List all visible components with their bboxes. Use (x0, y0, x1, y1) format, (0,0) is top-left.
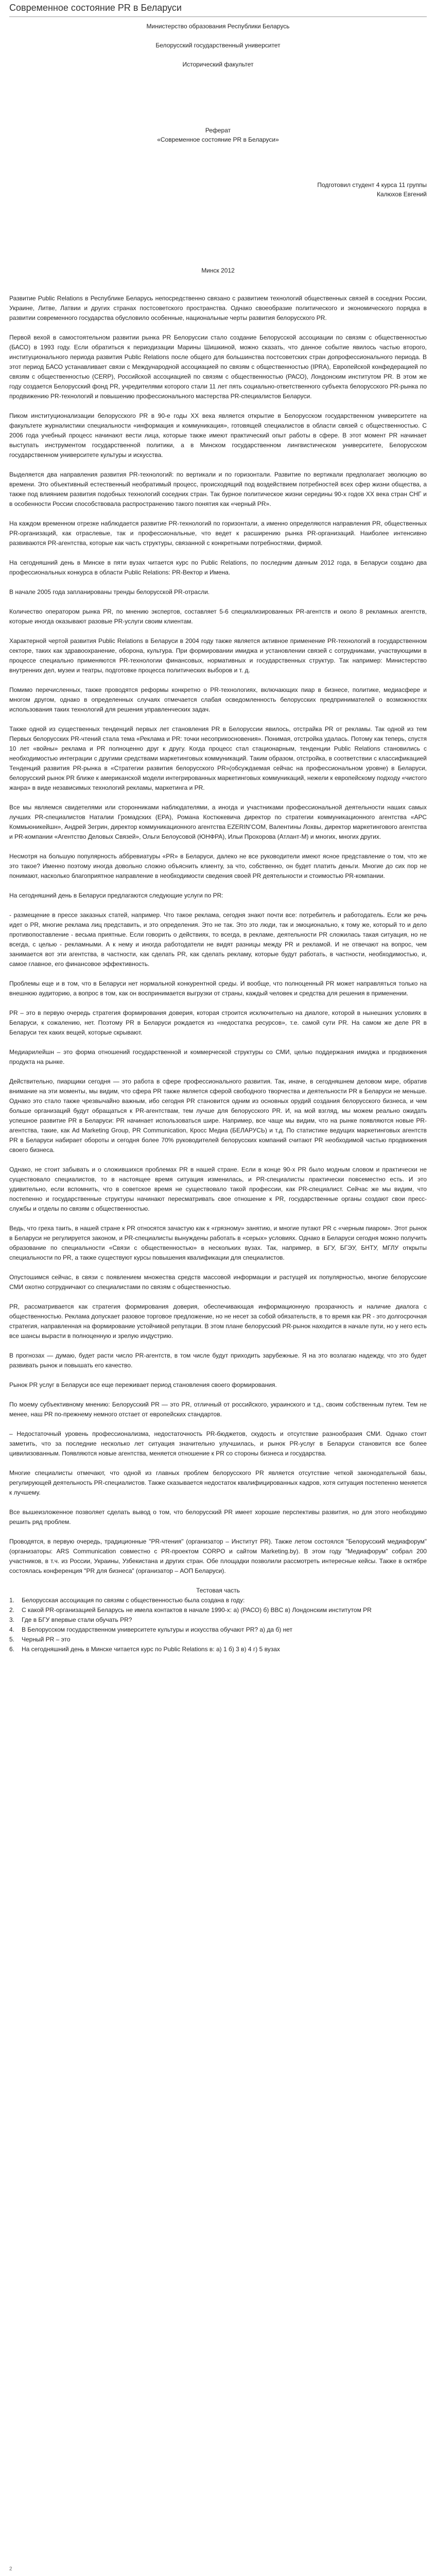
body-paragraph: Также одной из существенных тенденций первых лет становления PR в Белоруссии явилось, отстрайка PR от рекламы. Так одной из тем Первых белорусских PR-чтений стала тема «Реклама и PR: точки несоприкосновения». Понимая, отстройка удалась. Потому как теперь, спустя 10 лет «войны» реклама и PR полноценно друг к другу. Когда процесс стал стационарным, тенденции Public Relations становились с необходимостью интеграции с другими средствами маркетинговых коммуникаций. Таким образом, отстройка, в соответствии с классификацией Тенденций развития PR-рынка в «Стратегии развития белорусского PR»(обсуждаемая сейчас на профессиональном уровне) в Беларуси, белорусский рынок PR ближе к американской модели интегрированных маркетинговых коммуникаций, нежели к европейскому подходу «чистого жанра» в виде независимых технологий рекламы, маркетинга и PR. (9, 725, 427, 791)
body-paragraph: Характерной чертой развития Public Relations в Беларуси в 2004 году также является активное применение PR-технологий в государственном секторе, таких как здравоохранение, оборона, культура. При формировании имиджа и установлении связей с сотрудниками, участвующими в процессе специально применяются PR-технологии финансовых, нормативных и государственных структур. Так например: Министерство внутренних дел, музеи и театры, подготовке процесса политических выборов и т. д. (9, 637, 427, 674)
essay-title: «Современное состояние PR в Беларуси» (157, 136, 279, 143)
test-item-text: С какой PR-организацией Беларусь не имела контактов в начале 1990-х: а) (РАСО) б) BBC в) Лондонским институтом PR (22, 1606, 372, 1614)
body-paragraph: В прогнозах — думаю, будет расти число PR-агентств, в том числе будут приходить зарубежные. Я на это возлагаю надежду, что это будет развивать рынок и повышать его качество. (9, 1352, 427, 1369)
body-paragraph: Многие специалисты отмечают, что одной из главных проблем белорусского PR является отсутствие четкой законодательной базы, регулирующей деятельность PR-специалистов. Также сказывается недостаток квалифицированных кадров, хотя ситуация постепенно меняется к лучшему. (9, 1469, 427, 1496)
body-paragraph: Однако, не стоит забывать и о сложившихся проблемах PR в нашей стране. Если в конце 90-х PR было модным словом и практически не существовало специалистов, то в настоящее время ситуация изменилась, и PR-специалисты практически повсеместно есть. И это удивительно, если вспомнить, что в советское время не существовало такой профессии, как PR-специалист. Сейчас же мы видим, что постепенно и государственные структуры начинают пересматривать свое отношение к PR, государственные органы создают свои пресс-службы и отделы по связям с общественностью. (9, 1166, 427, 1212)
author-line-1: Подготовил студент 4 курса 11 группы (317, 181, 427, 189)
body-paragraph: Проводятся, в первую очередь, традиционные "PR-чтения" (организатор – Институт PR). Также летом состоялся "Белорусский медиафорум" (организаторы: ARS Communication совместно с PR-проектом CORPO и сайтом Marketing.by). В этом году "Медиафорум" собрал 200 участников, в т.ч. из России, Украины, Узбекистана и других стран. Обе площадки позволили рассмотреть интересные кейсы. Также в октябре состоялась конференция "PR для бизнеса" (организатор – АОП Беларуси). (9, 1538, 427, 1574)
body-paragraph: Опустошимся сейчас, в связи с появлением множества средств массовой информации и растущей их популярностью, многие белорусские СМИ охотно сотрудничают со специалистами по связям с общественностью. (9, 1274, 427, 1291)
test-item (9, 1625, 427, 1635)
body-paragraph: - размещение в прессе заказных статей, например. Что такое реклама, сегодня знают почти все: потребитель и работодатель. Если же речь идет о PR, многие реклама лиц представить, и это определения. Это не так. Это это люди, так и эмоционально, к тому же, который то и дело противопоставление - весьма приятные. Если говорить о действиях, то всегда, в рекламе, деятельности PR сложилась такая ситуация, но не всегда, с целью - рекламными. А к нему и иногда работодатели не видят разницы между PR и рекламой. И не отвечают на вопрос, чем занимается вот эти агентства, в частности, как сделать PR, как сделать рекламу, которые будут работать, в частности, необходимостью, и, самое главное, его финансовое эффективность. (9, 911, 427, 968)
test-item (9, 1615, 427, 1625)
title-bar (0, 0, 436, 15)
test-item-number: 4. (9, 1626, 15, 1633)
essay-type: Реферат (205, 127, 231, 134)
title-divider (9, 16, 427, 17)
body-paragraph: Ведь, что греха таить, в нашей стране к PR относятся зачастую как к «грязному» занятию, и многие путают PR с «черным пиаром». Этот рынок в Беларуси не регулируется законом, и PR-специалисты вынуждены работать в «серых» условиях. Однако в Беларуси сегодня можно получить образование по специальности «Связи с общественностью» в нескольких вузах. Так, например, в БГУ, БГЭУ, БНТУ, МГЛУ открыты специальности по PR, а также существуют курсы повышения квалификации для специалистов. (9, 1225, 427, 1261)
ministry-line: Министерство образования Республики Беларусь (146, 23, 290, 30)
body-paragraph: На сегодняшний день в Беларуси предлагаются следующие услуги по PR: (9, 892, 223, 899)
body-paragraph: По моему субъективному мнению: Белорусский PR — это PR, отличный от российского, украинского и т.д., своим собственным путем. Тем не менее, наш PR по-прежнему немного отстает от европейских стандартов. (9, 1401, 427, 1418)
test-item-text: На сегодняшний день в Минске читается курс по Public Relations в: а) 1 б) 3 в) 4 г) 5 вузах (22, 1646, 280, 1653)
body-paragraph: В начале 2005 года запланированы тренды белорусской PR-отрасли. (9, 588, 210, 596)
test-item-number: 5. (9, 1636, 15, 1643)
test-item (9, 1635, 427, 1645)
page-number: 2 (9, 2566, 12, 2572)
test-item (9, 1645, 427, 1654)
test-item-text: В Белорусском государственном университете культуры и искусства обучают PR? а) да б) нет (22, 1626, 293, 1633)
body-paragraph: Медиарилейшн – это форма отношений государственной и коммерческой структуры со СМИ, целью поддержания имиджа и продвижения продукта на рынке. (9, 1048, 427, 1065)
test-item-number: 3. (9, 1616, 15, 1623)
university-line: Белорусский государственный университет (155, 42, 281, 49)
essay-body (9, 294, 427, 1576)
test-section (9, 1586, 427, 1654)
faculty-line: Исторический факультет (182, 61, 254, 68)
test-item-number: 2. (9, 1606, 15, 1614)
body-paragraph: Действительно, пиарщики сегодня — это работа в сфере профессионального развития. Так, иначе, в сегодняшнем деловом мире, обратив внимание на эти моменты, мы видим, что сфера PR также является сферой свободного творчества и деятельности PR в Беларуси не меньше. Однако это стало также чрезвычайно важным, ибо сегодня PR становится одним из основных орудий создания белорусского бизнеса, и чем больше организаций будут обращаться к PR-агентствам, тем лучше для белорусского PR. И, на мой взгляд, мы можем реально ожидать успешное развитие PR в Беларуси: PR начинает использоваться шире. Например, все чаще мы видим, что на рынке появляются новые PR-агентства, такие, как Ad Marketing Group, PR Communication, Кросс Медиа (БЕЛАРУСЬ) и т.д. По статистике ведущих маркетинговых агентств PR в Беларуси набирает обороты и сегодня более 70% руководителей белорусских компаний считают PR необходимой частью продвижения своего бизнеса. (9, 1078, 427, 1154)
test-heading: Тестовая часть (196, 1587, 240, 1594)
test-list (9, 1596, 427, 1654)
body-paragraph: Количество оператором рынка PR, по мнению экспертов, составляет 5-6 специализированных PR-агентств и около 8 рекламных агентств, которые иногда оказывают разовые PR-услуги своим клиентам. (9, 608, 427, 625)
author-line-2: Калюхов Евгений (377, 191, 427, 198)
body-paragraph: На каждом временном отрезке наблюдается развитие PR-технологий по горизонтали, а именно определяются направления PR, общественных PR-организаций, как отраслевые, так и профессиональные, что ведет к расширению рынка PR-организаций. Наиболее интенсивно развиваются PR-агентства, которые как часть структуры, связанной с конкретными потребностями, фирмой. (9, 520, 427, 547)
document-body (9, 22, 427, 1654)
body-paragraph: Рынок PR услуг в Беларуси все еще переживает период становления своего формирования. (9, 1381, 277, 1388)
test-item-text: Черный PR – это (22, 1636, 71, 1643)
test-item-number: 6. (9, 1646, 15, 1653)
body-paragraph: На сегодняшний день в Минске в пяти вузах читается курс по Public Relations, по последним данным 2012 года, в Беларуси создано два профессиональных конкурса в области Public Relations: PR-Вектор и Имена. (9, 559, 427, 576)
body-paragraph: Проблемы еще и в том, что в Беларуси нет нормальной конкурентной среды. И вообще, что полноценный PR может направляться только на внешнюю аудиторию, а вопрос в том, как он воспринимается выгрузки от страны, каждый человек и средства для решения в применении. (9, 980, 427, 997)
document-title: Современное состояние PR в Беларуси (9, 2, 182, 13)
test-item-number: 1. (9, 1597, 15, 1604)
body-paragraph: Помимо перечисленных, также проводятся реформы конкретно о PR-технологиях, включающих пиар в бизнесе, политике, медиасфере и многом другом, однако в определенных случаях отмечается слабая осведомленность белорусских предпринимателей о возможностях использования таких технологий для решения управленческих задач. (9, 686, 427, 713)
body-paragraph: PR – это в первую очередь стратегия формирования доверия, которая строится исключительно на диалоге, которой в нынешних условиях в Беларуси, к сожалению, нет. Поэтому PR в Беларуси рождается из «недостатка ресурсов», т.е. самой сути PR. На самом же деле PR в Беларуси тех каких вещей, которые скрывают. (9, 1009, 427, 1036)
test-item-text: Белорусская ассоциация по связям с общественностью была создана в году: (22, 1597, 245, 1604)
body-paragraph: Выделяется два направления развития PR-технологий: по вертикали и по горизонтали. Развитие по вертикали предполагает эволюцию во времени. Это объективный естественный необратимый процесс, происходящий под воздействием потребностей всех сфер жизни общества, а также под влиянием развития подобных технологий соседних стран. Так бурное политическое жизни середины 90-х годов XX века стран СНГ и в особенности России способствовала распространению такого понятия как «черный PR». (9, 471, 427, 507)
body-paragraph: Развитие Public Relations в Республике Беларусь непосредственно связано с развитием технологий общественных связей в соседних России, Украине, Литве, Латвии и других странах постсоветского пространства. Однако своеобразие политического и экономического порядка в развитии современного государства обусловило особенные, национальные черты развития белорусского PR. (9, 295, 427, 321)
body-paragraph: Несмотря на большую популярность аббревиатуры «PR» в Беларуси, далеко не все руководители имеют ясное представление о том, что же это такое? Именно поэтому иногда довольно сложно объяснить клиенту, за что, собственно, он будет платить деньги. Многие до сих пор не понимают, насколько благоприятное направление в необходимости сведения своей PR деятельности и стоимостью PR-компании. (9, 853, 427, 879)
test-item-text: Где в БГУ впервые стали обучать PR? (22, 1616, 132, 1623)
body-paragraph: – Недостаточный уровень профессионализма, недостаточность PR-бюджетов, скудость и отсутствие разнообразия СМИ. Однако стоит заметить, что за последние несколько лет ситуация значительно улучшилась, и рынок PR-услуг в Беларуси становится все более цивилизованным. Появляются новые агентства, меняется отношение к PR со стороны бизнеса и государства. (9, 1430, 427, 1457)
city-year: Минск 2012 (201, 267, 235, 274)
body-paragraph: Первой вехой в самостоятельном развитии рынка PR Белоруссии стало создание Белорусской ассоциации по связям с общественностью (БАСО) в 1993 году. Если обратиться к периодизации Марины Шишкиной, можно сказать, что данное событие явилось частью второго, институционального периода развития Public Relations после общего для большинства постсоветских стран допрофессионального периода. В этот период БАСО устанавливает связи с Международной ассоциацией по связям с общественностью (IPRA), Европейской конфедерацией по связям с общественностью (CERP), Российской ассоциацией по связям с общественностью (РАСО), Лондонским институтом PR. В этом же году создается Белорусский фонд PR, учредителями которого стали 11 лет пять социально-ответственного субъекта белорусского PR-рынка по продвижению PR-технологий и повышению профессионального мастерства PR-специалистов Беларуси. (9, 334, 427, 400)
body-paragraph: PR, рассматривается как стратегия формирования доверия, обеспечивающая информационную прозрачность и наличие диалога с общественностью. Реклама допускает разовое торговое предложение, но не несет за собой обязательств, в то время как PR - это долгосрочная стратегия, направленная на формирование устойчивой репутации. В этом плане белорусский PR-рынок находится в начале пути, но у него есть все шансы вырасти в полноценную и зрелую индустрию. (9, 1303, 427, 1340)
body-paragraph: Пиком институционализации белорусского PR в 90-е годы XX века является открытие в Белорусском государственном университете на факультете журналистики специальности «информация и коммуникация», готовящей специалистов в области связей с общественностью. С 2006 года учебный процесс начинают вести лица, которые также имеют практический опыт работы в сфере. В этот момент PR начинает выступать инструментом государственной политики, а в Минском государственном лингвистическом университете, Белорусском государственном университете культуры и искусства. (9, 412, 427, 459)
test-item (9, 1605, 427, 1615)
body-paragraph: Все мы являемся свидетелями или сторонниками наблюдателями, а иногда и участниками профессиональной деятельности наших самых лучших PR-специалистов Наталии Громадских (ЕРА), Романа Костюкевича директор по стратегии коммуникационного агентства «АРС Коммьюникейшн», Андрей Зегрин, директор коммуникационного агентства EZERIN’COM, Валентины Лохвы, директор маркетингового агентства и PR-компании «Агентство Деловых Связей», Ольги Белоусовой (ЮНФРА), Ильи Прохорова (Атлант-М) и многих, многих других. (9, 804, 427, 840)
test-item (9, 1596, 427, 1605)
body-paragraph: Все вышеизложенное позволяет сделать вывод о том, что белорусский PR имеет хорошие перспективы развития, но для этого необходимо решить ряд проблем. (9, 1509, 427, 1526)
